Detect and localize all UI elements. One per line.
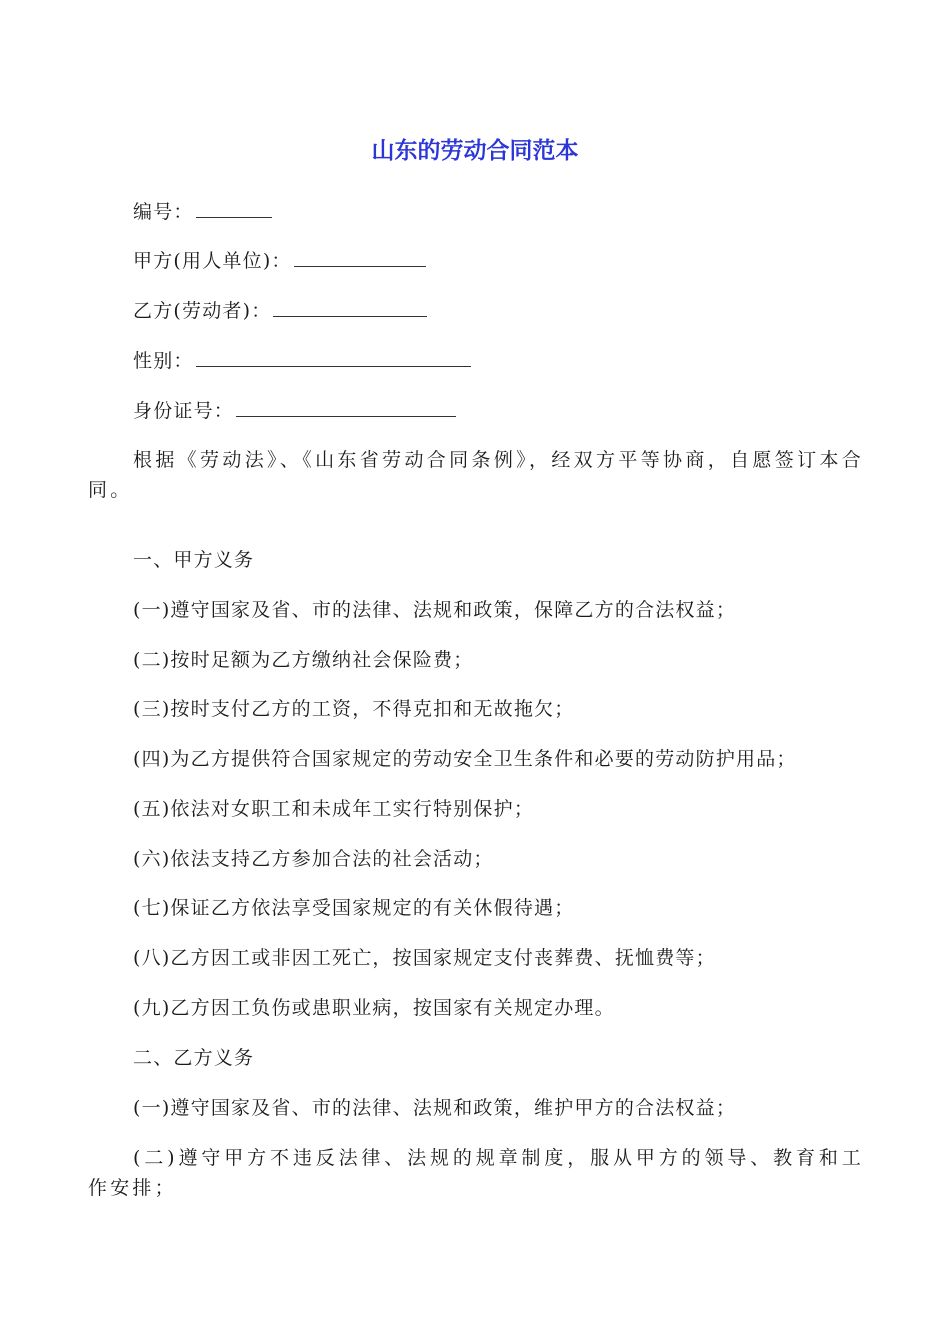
section1-item: (七)保证乙方依法享受国家规定的有关休假待遇； (133, 897, 575, 919)
section1-item: (九)乙方因工负伤或患职业病，按国家有关规定办理。 (133, 997, 615, 1019)
number-blank (196, 199, 272, 218)
section1-item: (三)按时支付乙方的工资，不得克扣和无故拖欠； (133, 698, 575, 720)
gender-blank (196, 348, 471, 367)
section2-heading: 二、乙方义务 (133, 1047, 255, 1069)
party-b-label: 乙方(劳动者)： (133, 300, 272, 322)
section1-item: (五)依法对女职工和未成年工实行特别保护； (133, 798, 535, 820)
party-a-blank (294, 248, 426, 267)
gender-label: 性别： (133, 350, 194, 372)
party-a-label: 甲方(用人单位)： (133, 250, 292, 272)
id-number-blank (236, 398, 456, 417)
section1-heading: 一、甲方义务 (133, 549, 255, 571)
section1-item: (八)乙方因工或非因工死亡，按国家规定支付丧葬费、抚恤费等； (133, 947, 716, 969)
party-b-field (133, 296, 427, 326)
section1-item: (四)为乙方提供符合国家规定的劳动安全卫生条件和必要的劳动防护用品； (133, 748, 797, 770)
party-b-blank (273, 298, 427, 317)
section1-item: (一)遵守国家及省、市的法律、法规和政策，保障乙方的合法权益； (133, 599, 737, 621)
id-number-field (133, 396, 456, 426)
id-number-label: 身份证号： (133, 400, 235, 422)
gender-field (133, 346, 471, 376)
section1-item: (二)按时足额为乙方缴纳社会保险费； (133, 649, 474, 671)
document-title: 山东的劳动合同范本 (371, 138, 579, 164)
section2-item: (二)遵守甲方不违反法律、法规的规章制度，服从甲方的领导、教育和工作安排； (88, 1147, 864, 1199)
intro-paragraph: 根据《劳动法》、《山东省劳动合同条例》，经双方平等协商，自愿签订本合同。 (88, 449, 864, 501)
party-a-field (133, 246, 426, 276)
section1-item: (六)依法支持乙方参加合法的社会活动； (133, 848, 494, 870)
section2-item: (一)遵守国家及省、市的法律、法规和政策，维护甲方的合法权益； (133, 1097, 737, 1119)
number-label: 编号： (133, 201, 194, 223)
number-field (133, 197, 272, 227)
